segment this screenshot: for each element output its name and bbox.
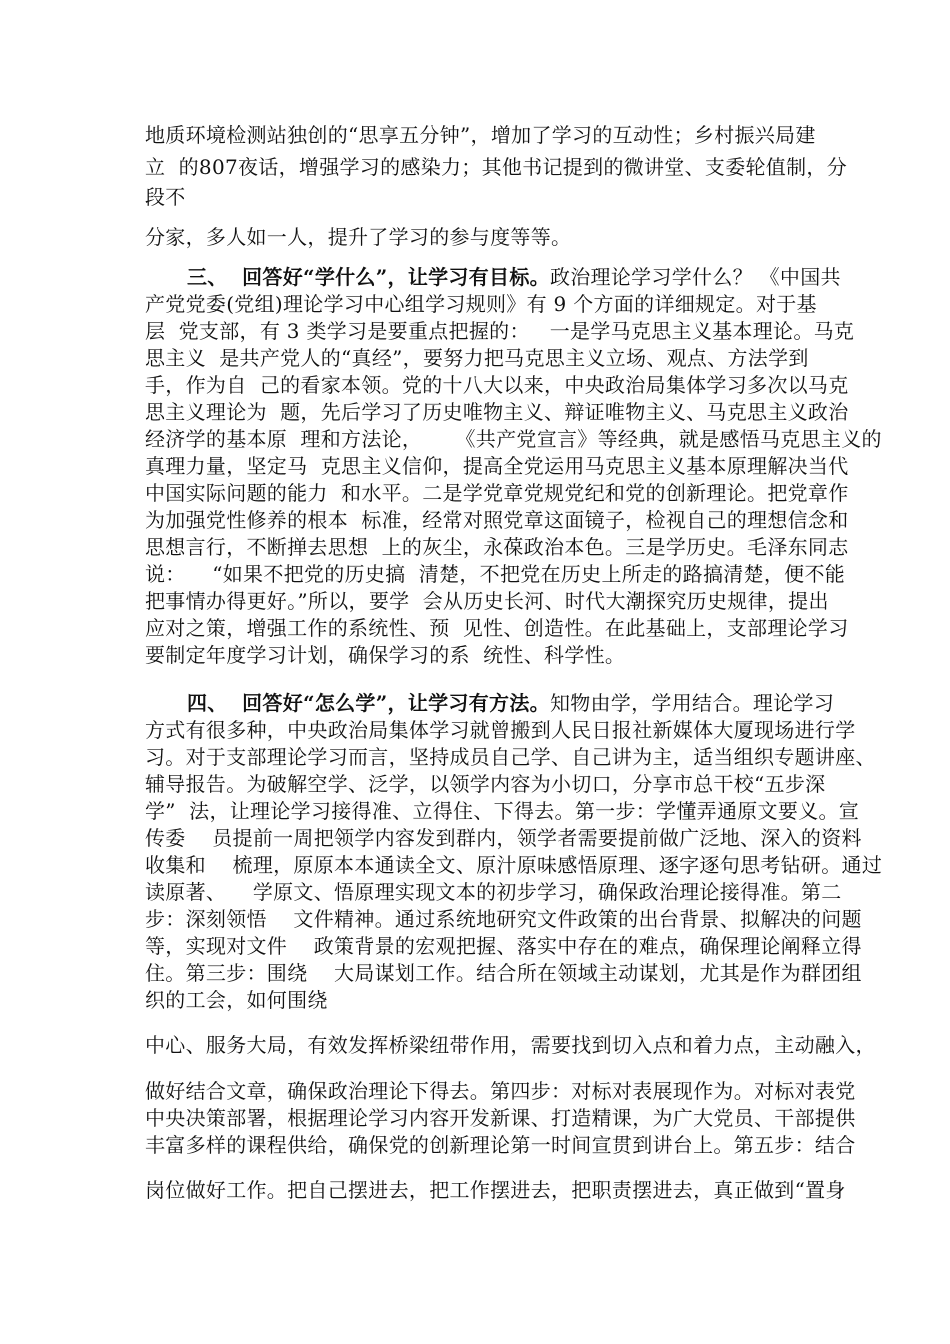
text-line: 立 的807夜话，增强学习的感染力；其他书记提到的微讲堂、支委轮值制，分 [145, 155, 847, 179]
text-line: 经济学的基本原 理和方法论， 《共产党宣言》等经典，就是感悟马克思主义的 [145, 427, 882, 451]
text-line: 应对之策，增强工作的系统性、预 见性、创造性。在此基础上，支部理论学习 [145, 616, 849, 640]
text-line: 手，作为自 己的看家本领。党的十八大以来，中央政治局集体学习多次以马克 [145, 373, 849, 397]
section-three-lead: 政治理论学习学什么？ 《中国共 [549, 265, 841, 289]
text-line: 织的工会，如何围绕 [145, 988, 328, 1012]
section-four-heading: 四、 回答好“怎么学”，让学习有方法。 [187, 691, 550, 715]
text-line: 传委 员提前一周把领学内容发到群内，领学者需要提前做广泛地、深入的资料 [145, 826, 862, 850]
text-line: 说： “如果不把党的历史搞 清楚，不把党在历史上所走的路搞清楚，便不能 [145, 562, 846, 586]
text-line: 住。第三步：围绕 大局谋划工作。结合所在领域主动谋划，尤其是作为群团组 [145, 961, 862, 985]
text-line: 收集和 梳理，原原本本通读全文、原汁原味感悟原理、逐字逐句思考钻研。通过 [145, 853, 883, 877]
text-line: 习。对于支部理论学习而言，坚持成员自己学、自己讲为主，适当组织专题讲座、 [145, 745, 876, 769]
text-line: 方式有很多种，中央政治局集体学习就曾搬到人民日报社新媒体大厦现场进行学 [145, 718, 856, 742]
text-line: 做好结合文章，确保政治理论下得去。第四步：对标对表展现作为。对标对表党 [145, 1079, 856, 1103]
text-line: 地质环境检测站独创的“思享五分钟”，增加了学习的互动性；乡村振兴局建 [145, 123, 816, 147]
text-line: 丰富多样的课程供给，确保党的创新理论第一时间宣贯到讲台上。第五步：结合 [145, 1133, 856, 1157]
text-line: 思主义理论为 题，先后学习了历史唯物主义、辩证唯物主义、马克思主义政治 [145, 400, 849, 424]
text-line: 分家，多人如一人，提升了学习的参与度等等。 [145, 225, 572, 249]
text-line: 中心、服务大局，有效发挥桥梁纽带作用，需要找到切入点和着力点，主动融入， [145, 1033, 876, 1057]
section-three-first-line [187, 263, 841, 291]
text-line: 思主义 是共产党人的“真经”，要努力把马克思主义立场、观点、方法学到 [145, 346, 809, 370]
section-three-heading: 三、 回答好“学什么”，让学习有目标。 [187, 265, 550, 289]
section-four-first-line [187, 689, 834, 717]
text-line: 把事情办得更好。”所以，要学 会从历史长河、时代大潮探究历史规律，提出 [145, 589, 829, 613]
text-line: 要制定年度学习计划，确保学习的系 统性、科学性。 [145, 643, 626, 667]
text-line: 为加强党性修养的根本 标准，经常对照党章这面镜子，检视自己的理想信念和 [145, 508, 849, 532]
text-line: 段不 [145, 185, 186, 209]
text-line: 岗位做好工作。把自己摆进去，把工作摆进去，把职责摆进去，真正做到“置身 [145, 1178, 846, 1202]
text-line: 步：深刻领悟 文件精神。通过系统地研究文件政策的出台背景、拟解决的问题 [145, 907, 862, 931]
text-line: 产党党委(党组)理论学习中心组学习规则》有 9 个方面的详细规定。对于基 [145, 292, 817, 316]
text-line: 等，实现对文件 政策背景的宏观把握、落实中存在的难点，确保理论阐释立得 [145, 934, 862, 958]
text-line: 真理力量，坚定马 克思主义信仰，提高全党运用马克思主义基本原理解决当代 [145, 454, 849, 478]
text-line: 层 党支部，有 3 类学习是要重点把握的： 一是学马克思主义基本理论。马克 [145, 319, 855, 343]
text-line: 中国实际问题的能力 和水平。二是学党章党规党纪和党的创新理论。把党章作 [145, 481, 849, 505]
text-line: 读原著、 学原文、悟原理实现文本的初步学习，确保政治理论接得准。第二 [145, 880, 842, 904]
text-line: 学” 法，让理论学习接得准、立得住、下得去。第一步：学懂弄通原文要义。宣 [145, 799, 860, 823]
text-line: 辅导报告。为破解空学、泛学，以领学内容为小切口，分享市总干校“五步深 [145, 772, 826, 796]
section-four-lead: 知物由学，学用结合。理论学习 [549, 691, 835, 715]
text-line: 中央决策部署，根据理论学习内容开发新课、打造精课，为广大党员、干部提供 [145, 1106, 856, 1130]
text-line: 思想言行，不断掸去思想 上的灰尘，永葆政治本色。三是学历史。毛泽东同志 [145, 535, 849, 559]
